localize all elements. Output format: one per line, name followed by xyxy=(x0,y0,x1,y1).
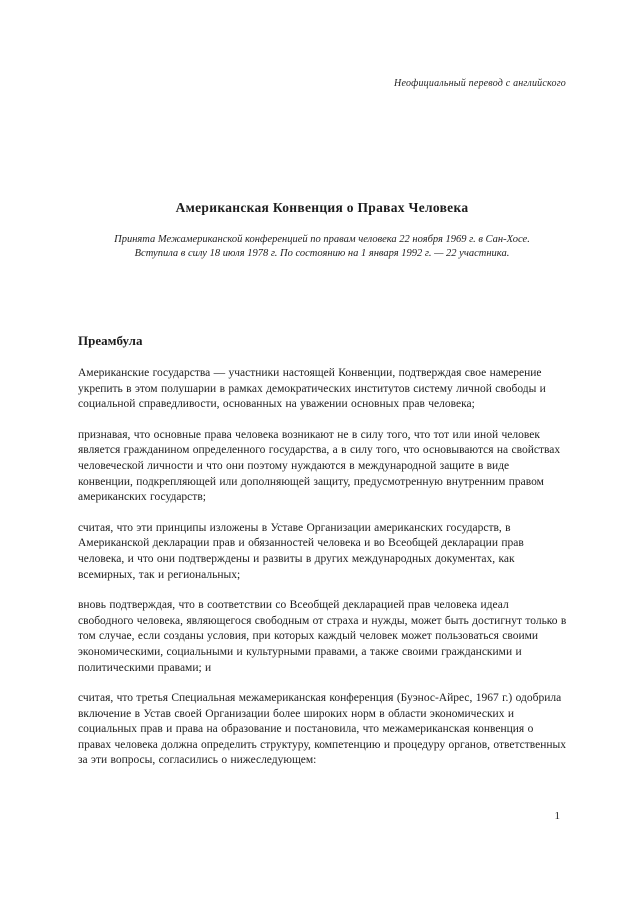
page-number: 1 xyxy=(554,810,560,822)
preamble-paragraph: признавая, что основные права человека возникают не в силу того, что тот или иной человек является гражданином определенного государства, а в силу того, что основываются на свойствах человеческой личности и что они поэтому нуждаются в международной защите в виде конвенции, подкрепляющей или дополняющей защиту, предусмотренную внутренним правом американских государств; xyxy=(78,428,561,504)
document-body xyxy=(78,333,567,784)
preamble-paragraph: считая, что третья Специальная межамериканская конференция (Буэнос-Айрес, 1967 г.) одобрила включение в Устав своей Организации более широких норм в области экономических и социальных прав и права на образование и постановила, что межамериканская конвенция о правах человека должна определить структуру, компетенцию и процедуру органов, ответственных за эти вопросы, согласились о нижеследующем: xyxy=(78,692,567,767)
section-heading-preamble: Преамбула xyxy=(78,333,143,348)
translation-note: Неофициальный перевод с английского xyxy=(394,78,566,89)
title-block xyxy=(78,200,566,260)
subtitle-line-2: Вступила в силу 18 июля 1978 г. По состоянию на 1 января 1992 г. — 22 участника. xyxy=(134,247,510,259)
document-subtitle xyxy=(78,233,566,260)
preamble-paragraph: считая, что эти принципы изложены в Уставе Организации американских государств, в Американской декларации прав и обязанностей человека и во Всеобщей декларации прав человека, и что они подтверждены и развиты в других международных документах, как всемирных, так и региональных; xyxy=(78,521,524,581)
preamble-paragraph: вновь подтверждая, что в соответствии со Всеобщей декларацией прав человека идеал свободного человека, являющегося свободным от страха и нужды, может быть достигнут только в том случае, если созданы условия, при которых каждый человек может пользоваться своими экономическими, социальными и культурными правами, а также своими гражданскими и политическими правами; и xyxy=(78,599,567,674)
subtitle-line-1: Принята Межамериканской конференцией по правам человека 22 ноября 1969 г. в Сан-Хосе. xyxy=(114,234,530,245)
document-title: Американская Конвенция о Правах Человека xyxy=(175,200,469,215)
preamble-paragraph: Американские государства — участники настоящей Конвенции, подтверждая свое намерение укрепить в этом полушарии в рамках демократических институтов систему личной свободы и социальной справедливости, основанных на уважении основных прав человека; xyxy=(78,367,546,411)
